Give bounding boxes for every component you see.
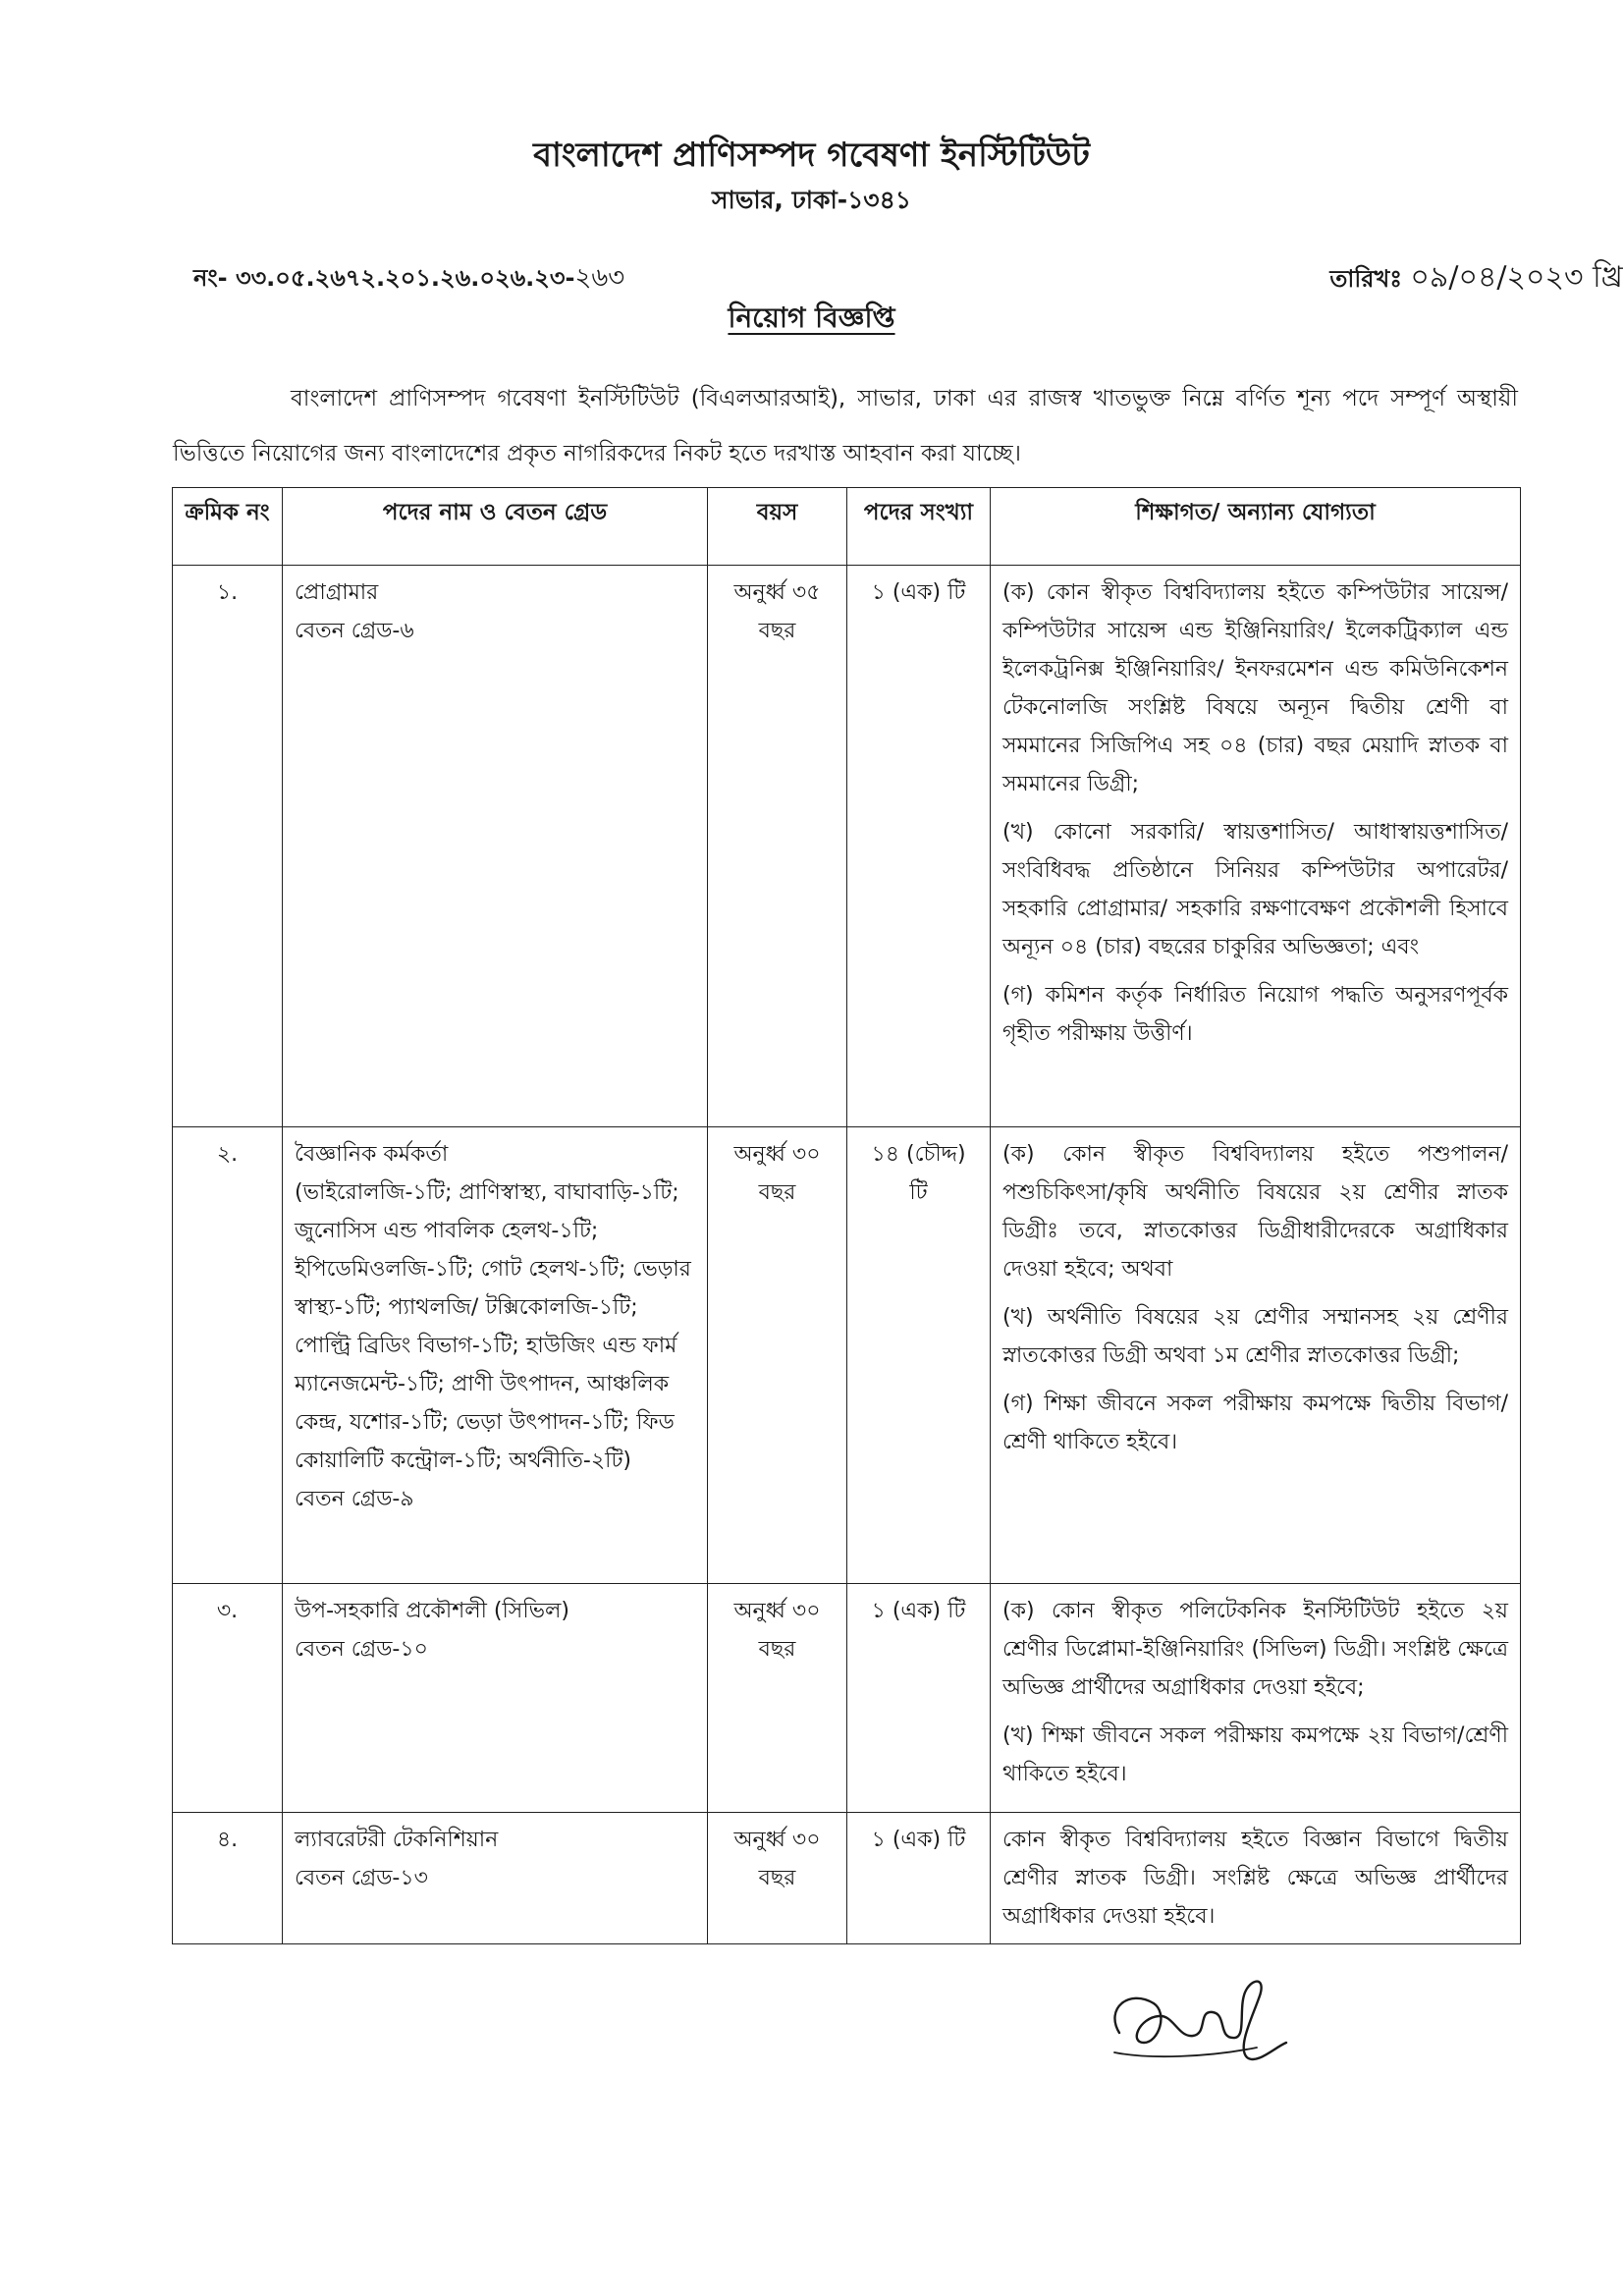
qualification-item: (ক) কোন স্বীকৃত পলিটেকনিক ইনস্টিটিউট হইতে ২য় শ্রেণীর ডিপ্লোমা-ইঞ্জিনিয়ারিং (সিভিল) ডিগ্রী। সংশ্লিষ্ট ক্ষেত্রে অভিজ্ঞ প্রার্থীদের অগ্রাধিকার দেওয়া হইবে;	[1002, 1599, 1508, 1700]
row-qualification	[991, 566, 1521, 1127]
row-qualification	[991, 1584, 1521, 1813]
post-name: ল্যাবরেটরী টেকনিশিয়ান	[295, 1828, 499, 1852]
table-row	[173, 1127, 1521, 1584]
row-post	[283, 566, 708, 1127]
header-age: বয়স	[708, 488, 847, 566]
post-detail: (ভাইরোলজি-১টি; প্রাণিস্বাস্থ্য, বাঘাবাড়ি-১টি; জুনোসিস এন্ড পাবলিক হেলথ-১টি; ইপিডেমিওলজি-১টি; গোট হেলথ-১টি; ভেড়ার স্বাস্থ্য-১টি; প্যাথলজি/ টক্সিকোলজি-১টি; পোল্ট্রি ব্রিডিং বিভাগ-১টি; হাউজিং এন্ড ফার্ম ম্যানেজমেন্ট-১টি; প্রাণী উৎপাদন, আঞ্চলিক কেন্দ্র, যশোর-১টি; ভেড়া উৎপাদন-১টি; ফিড কোয়ালিটি কন্ট্রোল-১টি; অর্থনীতি-২টি)	[295, 1180, 691, 1473]
row-post	[283, 1584, 708, 1813]
vacancy-table	[172, 487, 1521, 1944]
row-qualification	[991, 1813, 1521, 1944]
qualification-item: (খ) অর্থনীতি বিষয়ের ২য় শ্রেণীর সম্মানসহ ২য় শ্রেণীর স্নাতকোত্তর ডিগ্রী অথবা ১ম শ্রেণীর স্নাতকোত্তর ডিগ্রী;	[1002, 1305, 1508, 1368]
organization-address: সাভার, ঢাকা-১৩৪১	[711, 186, 912, 214]
notice-title-text: নিয়োগ বিজ্ঞপ্তি	[728, 301, 895, 334]
qualification-item: (ক) কোন স্বীকৃত বিশ্ববিদ্যালয় হইতে পশুপালন/ পশুচিকিৎসা/কৃষি অর্থনীতি বিষয়ের ২য় শ্রেণীর স্নাতক ডিগ্রীঃ তবে, স্নাতকোত্তর ডিগ্রীধারীদেরকে অগ্রাধিকার দেওয়া হইবে; অথবা	[1002, 1142, 1508, 1282]
table-row	[173, 1813, 1521, 1944]
organization-name: বাংলাদেশ প্রাণিসম্পদ গবেষণা ইনস্টিটিউট	[533, 136, 1090, 175]
row-count: ১ (এক) টি	[847, 1813, 991, 1944]
memo-number	[193, 257, 624, 301]
post-name: প্রোগ্রামার	[295, 580, 379, 605]
qualification-item: (খ) কোনো সরকারি/ স্বায়ত্তশাসিত/ আধাস্বায়ত্তশাসিত/ সংবিধিবদ্ধ প্রতিষ্ঠানে সিনিয়র কম্পিউটার অপারেটর/ সহকারি প্রোগ্রামার/ সহকারি রক্ষণাবেক্ষণ প্রকৌশলী হিসাবে অন্যূন ০৪ (চার) বছরের চাকুরির অভিজ্ঞতা; এবং	[1002, 820, 1508, 959]
memo-number-text: নং- ৩৩.০৫.২৬৭২.২০১.২৬.০২৬.২৩-	[193, 264, 575, 292]
qualification-item: (খ) শিক্ষা জীবনে সকল পরীক্ষায় কমপক্ষে ২য় বিভাগ/শ্রেণী থাকিতে হইবে।	[1002, 1723, 1508, 1786]
row-age: অনুর্ধ্ব ৩০ বছর	[708, 1584, 847, 1813]
row-count: ১৪ (চৌদ্দ) টি	[847, 1127, 991, 1584]
row-serial: ৪.	[173, 1813, 283, 1944]
notice-title	[0, 297, 1623, 343]
pay-grade: বেতন গ্রেড-১৩	[295, 1866, 428, 1890]
row-count: ১ (এক) টি	[847, 566, 991, 1127]
table-row	[173, 566, 1521, 1127]
row-serial: ২.	[173, 1127, 283, 1584]
qualification-item: (গ) শিক্ষা জীবনে সকল পরীক্ষায় কমপক্ষে দ্বিতীয় বিভাগ/শ্রেণী থাকিতে হইবে।	[1002, 1392, 1508, 1454]
header-qualification: শিক্ষাগত/ অন্যান্য যোগ্যতা	[991, 488, 1521, 566]
intro-paragraph: বাংলাদেশ প্রাণিসম্পদ গবেষণা ইনস্টিটিউট (বিএলআরআই), সাভার, ঢাকা এর রাজস্ব খাতভুক্ত নিম্নে বর্ণিত শূন্য পদে সম্পূর্ণ অস্থায়ী ভিত্তিতে নিয়োগের জন্য বাংলাদেশের প্রকৃত নাগরিকদের নিকট হতে দরখাস্ত আহবান করা যাচ্ছে।	[173, 386, 1518, 466]
pay-grade: বেতন গ্রেড-৬	[295, 619, 414, 643]
post-name: বৈজ্ঞানিক কর্মকর্তা	[295, 1142, 449, 1167]
signature	[1100, 1949, 1296, 2077]
pay-grade: বেতন গ্রেড-৯	[295, 1487, 414, 1511]
date-label: তারিখঃ	[1329, 265, 1403, 293]
qualification-item: (ক) কোন স্বীকৃত বিশ্ববিদ্যালয় হইতে কম্পিউটার সায়েন্স/কম্পিউটার সায়েন্স এন্ড ইঞ্জিনিয়ারিং/ ইলেকট্রিক্যাল এন্ড ইলেকট্রনিক্স ইঞ্জিনিয়ারিং/ ইনফরমেশন এন্ড কমিউনিকেশন টেকনোলজি সংশ্লিষ্ট বিষয়ে অন্যূন দ্বিতীয় শ্রেণী বা সমমানের সিজিপিএ সহ ০৪ (চার) বছর মেয়াদি স্নাতক বা সমমানের ডিগ্রী;	[1002, 580, 1508, 796]
header-post: পদের নাম ও বেতন গ্রেড	[283, 488, 708, 566]
row-age: অনুর্ধ্ব ৩৫ বছর	[708, 566, 847, 1127]
row-post	[283, 1127, 708, 1584]
date-value: ০৯/০৪/২০২৩ খ্রি	[1410, 260, 1623, 295]
header-serial: ক্রমিক নং	[173, 488, 283, 566]
pay-grade: বেতন গ্রেড-১০	[295, 1637, 428, 1662]
row-qualification	[991, 1127, 1521, 1584]
qualification-item: কোন স্বীকৃত বিশ্ববিদ্যালয় হইতে বিজ্ঞান বিভাগে দ্বিতীয় শ্রেণীর স্নাতক ডিগ্রী। সংশ্লিষ্ট ক্ষেত্রে অভিজ্ঞ প্রার্থীদের অগ্রাধিকার দেওয়া হইবে।	[1002, 1828, 1508, 1929]
row-serial: ৩.	[173, 1584, 283, 1813]
qualification-item: (গ) কমিশন কর্তৃক নির্ধারিত নিয়োগ পদ্ধতি অনুসরণপূর্বক গৃহীত পরীক্ষায় উত্তীর্ণ।	[1002, 983, 1508, 1046]
row-post	[283, 1813, 708, 1944]
table-header-row	[173, 488, 1521, 566]
memo-number-handwritten: ২৬৩	[574, 263, 625, 293]
table-row	[173, 1584, 1521, 1813]
row-age: অনুর্ধ্ব ৩০ বছর	[708, 1127, 847, 1584]
header-count: পদের সংখ্যা	[847, 488, 991, 566]
row-count: ১ (এক) টি	[847, 1584, 991, 1813]
row-age: অনুর্ধ্ব ৩০ বছর	[708, 1813, 847, 1944]
row-serial: ১.	[173, 566, 283, 1127]
post-name: উপ-সহকারি প্রকৌশলী (সিভিল)	[295, 1599, 569, 1623]
